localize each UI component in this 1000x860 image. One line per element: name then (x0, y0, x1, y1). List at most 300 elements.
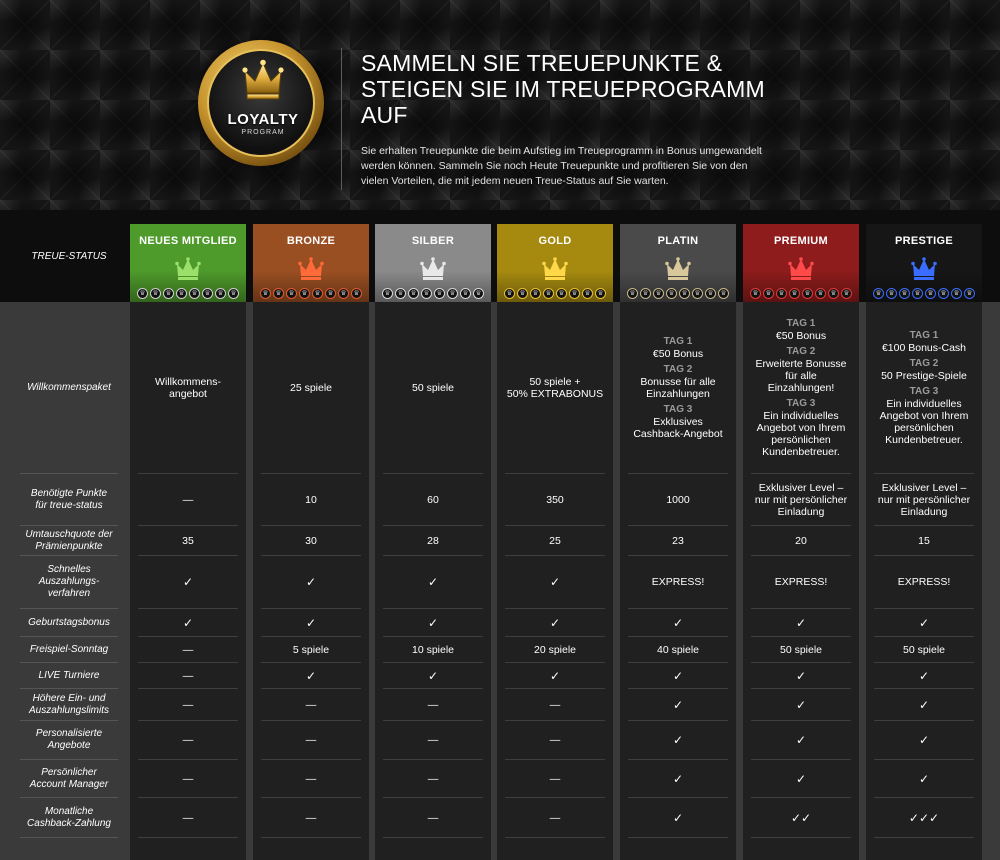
tier-level-dots (260, 288, 362, 300)
cell-value: 50 spiele (902, 643, 946, 656)
row-label-line: LIVE Turniere (38, 669, 100, 681)
cell-value: Einzahlungen (646, 387, 710, 400)
row-label-text (30, 767, 108, 791)
cell-value: ✓ (795, 771, 807, 786)
cell-value: ✓ (795, 668, 807, 683)
crown-dot-icon: ♛ (543, 288, 554, 299)
cell-value: ✓ (305, 575, 317, 589)
crown-icon (419, 257, 447, 283)
cell-value: — (427, 811, 439, 824)
table-cell (505, 760, 605, 798)
cell-value: ✓ (795, 615, 807, 630)
cell-value: ✓ (305, 615, 317, 630)
cell-value: Angebot von Ihrem (756, 421, 846, 434)
loyalty-table (0, 210, 1000, 860)
tag-label: TAG 1 (786, 317, 816, 329)
cell-value: Bonusse für alle (640, 375, 716, 388)
table-cell (874, 721, 974, 760)
cell-value: ✓ (672, 615, 684, 630)
crown-dot-icon: ♛ (351, 288, 362, 299)
crown-dot-icon: ♛ (137, 288, 148, 299)
cell-value: Ein individuelles (886, 397, 962, 410)
crown-dot-icon: ♛ (640, 288, 651, 299)
table-cell (751, 609, 851, 637)
table-cell (505, 474, 605, 526)
cell-value: 10 spiele (411, 643, 455, 656)
table-cell (628, 302, 728, 474)
table-cell (505, 556, 605, 609)
row-label-line: Auszahlungs- (38, 576, 100, 587)
table-cell (751, 760, 851, 798)
table-cell (138, 526, 238, 556)
row-label-text (28, 617, 110, 629)
hero-title-line: STEIGEN SIE IM TREUEPROGRAMM (361, 76, 765, 102)
row-label-text (36, 728, 102, 752)
loyalty-badge-inner (207, 49, 315, 157)
cell-value: €50 Bonus (652, 347, 704, 360)
row-label-text (29, 693, 109, 717)
crown-icon (787, 257, 815, 283)
table-cell (261, 798, 361, 838)
tag-label: TAG 3 (909, 385, 939, 397)
cell-value: EXPRESS! (897, 576, 951, 588)
cell-value: €100 Bonus-Cash (881, 341, 967, 354)
table-cell (751, 721, 851, 760)
cell-value: Willkommens- (155, 375, 221, 388)
table-cell (505, 663, 605, 689)
tier-name: PRESTIGE (894, 235, 954, 247)
crown-dot-icon: ♛ (815, 288, 826, 299)
tier-column (253, 224, 369, 860)
hero-text-line: werden können. Sammeln Sie noch Heute Treuepunkte und profitieren Sie von den (361, 160, 748, 172)
crown-dot-icon: ♛ (504, 288, 515, 299)
crown-dot-icon: ♛ (530, 288, 541, 299)
row-label-text (27, 382, 111, 394)
cell-value: — (427, 698, 439, 711)
cell-value: — (305, 734, 317, 746)
cell-value: Einzahlungen! (767, 381, 835, 394)
hero-text-line: Sie erhalten Treuepunkte die beim Aufstieg im Treueprogramm in Bonus umgewandelt (361, 145, 762, 157)
tier-column (743, 224, 859, 860)
crown-dot-icon: ♛ (666, 288, 677, 299)
cell-value: ✓ (918, 733, 930, 747)
hero-title-line: AUF (361, 102, 408, 128)
tier-column (130, 224, 246, 860)
tier-header (375, 224, 491, 302)
crown-dot-icon: ♛ (150, 288, 161, 299)
tier-level-dots (873, 288, 975, 300)
table-cell (138, 556, 238, 609)
crown-dot-icon: ♛ (338, 288, 349, 299)
crown-dot-icon: ♛ (447, 288, 458, 299)
cell-value: ✓ (182, 615, 194, 630)
row-label-text (30, 644, 108, 656)
tag-label: TAG 1 (909, 329, 939, 341)
tier-header (497, 224, 613, 302)
crown-icon (910, 257, 938, 283)
crown-dot-icon: ♛ (273, 288, 284, 299)
cell-value: persönlichen (894, 421, 954, 434)
table-cell (628, 721, 728, 760)
crown-dot-icon: ♛ (569, 288, 580, 299)
table-cell (261, 689, 361, 721)
cell-value: ✓ (672, 668, 684, 683)
crown-dot-icon: ♛ (215, 288, 226, 299)
tier-column (866, 224, 982, 860)
cell-value: ✓ (182, 575, 194, 589)
hero-banner (0, 0, 1000, 210)
cell-value: Cashback-Angebot (633, 427, 723, 440)
cell-value: ✓ (918, 771, 930, 786)
cell-value: für alle (785, 369, 817, 382)
row-label (20, 609, 118, 637)
cell-value: 50 spiele + (529, 375, 581, 388)
cell-value: 50% EXTRABONUS (506, 387, 604, 400)
row-label (20, 689, 118, 721)
cell-value: — (305, 811, 317, 824)
crown-dot-icon: ♛ (517, 288, 528, 299)
tier-name: SILBER (411, 235, 455, 247)
table-cell (874, 760, 974, 798)
table-cell (138, 663, 238, 689)
table-cell (383, 721, 483, 760)
cell-value: — (427, 772, 439, 785)
cell-value: 25 spiele (289, 381, 333, 394)
cell-value: nur mit persönlicher (877, 493, 971, 506)
row-label (20, 556, 118, 609)
cell-value: 28 (427, 534, 439, 547)
table-cell (628, 798, 728, 838)
crown-dot-icon: ♛ (802, 288, 813, 299)
table-cell (751, 556, 851, 609)
crown-icon (174, 257, 202, 283)
crown-dot-icon: ♛ (325, 288, 336, 299)
cell-value: Kundenbetreuer. (885, 433, 963, 446)
table-cell (261, 556, 361, 609)
crown-dot-icon: ♛ (189, 288, 200, 299)
cell-value: ✓ (672, 733, 684, 747)
tag-label: TAG 2 (663, 363, 693, 375)
table-cell (628, 609, 728, 637)
row-label-line: verfahren (47, 588, 91, 599)
tier-column (375, 224, 491, 860)
cell-value: — (182, 772, 194, 785)
cell-value: — (305, 772, 317, 785)
tag-label: TAG 3 (663, 403, 693, 415)
hero-divider (341, 48, 342, 190)
table-cell (505, 637, 605, 663)
cell-value: 40 spiele (656, 643, 700, 656)
cell-value: — (182, 698, 194, 711)
row-label (20, 721, 118, 760)
row-label-text (31, 488, 107, 512)
table-cell (261, 637, 361, 663)
cell-value: Einladung (900, 505, 948, 518)
table-cell (138, 637, 238, 663)
tier-column (620, 224, 736, 860)
crown-dot-icon: ♛ (228, 288, 239, 299)
cell-value: 50 spiele (411, 381, 455, 394)
crown-icon (297, 257, 325, 283)
table-cell (628, 637, 728, 663)
table-cell (505, 526, 605, 556)
hero-title (361, 50, 781, 128)
cell-value: ✓ (795, 733, 807, 747)
row-label (20, 760, 118, 798)
tag-label: TAG 2 (786, 345, 816, 357)
table-cell (751, 526, 851, 556)
cell-value: 35 (182, 534, 194, 547)
crown-dot-icon: ♛ (176, 288, 187, 299)
cell-value: — (549, 698, 561, 711)
cell-value: 50 spiele (779, 643, 823, 656)
tier-name: NEUES MITGLIED (139, 235, 237, 247)
cell-value: ✓ (795, 697, 807, 712)
cell-value: 5 spiele (292, 643, 330, 656)
crown-dot-icon: ♛ (692, 288, 703, 299)
crown-dot-icon: ♛ (828, 288, 839, 299)
table-cell (138, 609, 238, 637)
cell-value: ✓ (427, 668, 439, 683)
crown-dot-icon: ♛ (705, 288, 716, 299)
table-cell (383, 526, 483, 556)
cell-value: Exklusiver Level – (881, 481, 967, 494)
table-cell (505, 302, 605, 474)
tag-label: TAG 2 (909, 357, 939, 369)
cell-value: angebot (169, 387, 207, 400)
cell-value: 15 (918, 534, 930, 547)
tier-name: BRONZE (286, 235, 336, 247)
cell-value: Erweiterte Bonusse (755, 357, 847, 370)
table-cell (751, 689, 851, 721)
cell-value: — (182, 493, 194, 506)
cell-value: ✓ (918, 697, 930, 712)
row-label (20, 526, 118, 556)
table-cell (751, 663, 851, 689)
crown-dot-icon: ♛ (763, 288, 774, 299)
cell-value: ✓✓✓ (908, 810, 940, 825)
tier-header (866, 224, 982, 302)
table-cell (138, 302, 238, 474)
table-cell (874, 302, 974, 474)
crown-dot-icon: ♛ (202, 288, 213, 299)
crown-dot-icon: ♛ (312, 288, 323, 299)
table-cell (261, 760, 361, 798)
table-cell (628, 760, 728, 798)
crown-dot-icon: ♛ (260, 288, 271, 299)
tier-level-dots (137, 288, 239, 300)
treue-status-label: TREUE-STATUS (31, 250, 107, 262)
table-cell (383, 689, 483, 721)
cell-value: ✓ (427, 615, 439, 630)
table-cell (261, 474, 361, 526)
crown-dot-icon: ♛ (718, 288, 729, 299)
cell-value: €50 Bonus (775, 329, 827, 342)
crown-dot-icon: ♛ (951, 288, 962, 299)
tier-level-dots (382, 288, 484, 300)
table-cell (751, 798, 851, 838)
table-cell (628, 474, 728, 526)
tier-header (253, 224, 369, 302)
table-cell (383, 798, 483, 838)
cell-value: — (305, 698, 317, 711)
tier-name: PREMIUM (773, 235, 829, 247)
cell-value: Exklusives (653, 415, 703, 428)
row-label-line: Angebote (47, 740, 91, 751)
cell-value: 25 (549, 534, 561, 547)
hero-title-line: SAMMELN SIE TREUEPUNKTE & (361, 50, 723, 76)
table-cell (138, 798, 238, 838)
table-cell (383, 637, 483, 663)
crown-dot-icon: ♛ (434, 288, 445, 299)
cell-value: ✓✓ (790, 810, 812, 825)
row-label-line: Monatliche (44, 805, 94, 817)
crown-dot-icon: ♛ (421, 288, 432, 299)
table-cell (874, 526, 974, 556)
tag-label: TAG 1 (663, 335, 693, 347)
crown-dot-icon: ♛ (789, 288, 800, 299)
table-cell (751, 302, 851, 474)
cell-value: ✓ (672, 810, 684, 825)
row-label-line: Auszahlungslimits (28, 704, 110, 716)
crown-dot-icon: ♛ (299, 288, 310, 299)
table-cell (138, 689, 238, 721)
crown-dot-icon: ♛ (886, 288, 897, 299)
crown-dot-icon: ♛ (873, 288, 884, 299)
table-cell (751, 474, 851, 526)
row-label-column (20, 210, 118, 860)
crown-dot-icon: ♛ (595, 288, 606, 299)
cell-value: 60 (427, 493, 439, 506)
row-label-text (39, 670, 100, 682)
table-cell (383, 556, 483, 609)
cell-value: ✓ (672, 697, 684, 712)
cell-value: ✓ (918, 668, 930, 683)
cell-value: — (549, 734, 561, 746)
crown-dot-icon: ♛ (679, 288, 690, 299)
row-label-line: Schnelles (47, 564, 91, 575)
tier-header (743, 224, 859, 302)
table-cell (874, 689, 974, 721)
table-cell (505, 798, 605, 838)
cell-value: 350 (546, 493, 564, 506)
row-label-line: Geburtstagsbonus (28, 616, 110, 628)
cell-value: 50 Prestige-Spiele (881, 369, 967, 382)
row-label-line: Freispiel-Sonntag (29, 643, 109, 655)
tier-level-dots (504, 288, 606, 300)
tier-header (620, 224, 736, 302)
cell-value: 30 (305, 534, 317, 547)
crown-dot-icon: ♛ (408, 288, 419, 299)
cell-value: persönlichen (771, 433, 831, 446)
row-label-line: Account Manager (29, 778, 109, 790)
crown-dot-icon: ♛ (925, 288, 936, 299)
cell-value: EXPRESS! (774, 576, 828, 588)
crown-dot-icon: ♛ (556, 288, 567, 299)
row-label (20, 663, 118, 689)
table-cell (628, 689, 728, 721)
table-cell (261, 721, 361, 760)
row-label-line: Benötigte Punkte (30, 487, 108, 499)
cell-value: Kundenbetreuer. (762, 445, 840, 458)
row-label-line: Cashback-Zahlung (27, 817, 111, 829)
table-cell (505, 721, 605, 760)
cell-value: EXPRESS! (651, 576, 705, 588)
table-cell (505, 609, 605, 637)
tier-name: GOLD (538, 235, 572, 247)
badge-subtitle: PROGRAM (241, 129, 285, 136)
cell-value: 1000 (666, 493, 690, 506)
row-label-text (25, 529, 112, 553)
cell-value: ✓ (305, 668, 317, 683)
cell-value: ✓ (549, 668, 561, 683)
tier-header (130, 224, 246, 302)
table-cell (874, 474, 974, 526)
gold-crown-icon (209, 59, 317, 108)
row-label-line: für treue-status (35, 499, 103, 511)
crown-dot-icon: ♛ (653, 288, 664, 299)
crown-dot-icon: ♛ (382, 288, 393, 299)
table-cell (751, 637, 851, 663)
row-label-line: Prämienpunkte (35, 540, 103, 552)
cell-value: ✓ (549, 615, 561, 630)
table-cell (874, 556, 974, 609)
cell-value: 23 (672, 534, 684, 547)
table-cell (505, 689, 605, 721)
row-label-text (39, 564, 100, 600)
row-label-text (27, 806, 111, 830)
table-cell (261, 609, 361, 637)
crown-dot-icon: ♛ (964, 288, 975, 299)
row-label (20, 474, 118, 526)
crown-dot-icon: ♛ (582, 288, 593, 299)
row-label-line: Persönlicher (41, 766, 97, 778)
crown-dot-icon: ♛ (912, 288, 923, 299)
tier-name: PLATIN (657, 235, 699, 247)
row-label-line: Personalisierte (35, 728, 103, 739)
crown-dot-icon: ♛ (899, 288, 910, 299)
table-cell (383, 474, 483, 526)
cell-value: — (549, 772, 561, 785)
row-label-line: Höhere Ein- und (32, 692, 106, 704)
cell-value: ✓ (427, 575, 439, 589)
cell-value: — (182, 643, 194, 656)
cell-value: 10 (305, 493, 317, 506)
tier-level-dots (750, 288, 852, 300)
crown-dot-icon: ♛ (163, 288, 174, 299)
row-label (20, 798, 118, 838)
crown-dot-icon: ♛ (750, 288, 761, 299)
table-cell (383, 663, 483, 689)
row-label (20, 637, 118, 663)
tier-level-dots (627, 288, 729, 300)
tier-column (497, 224, 613, 860)
cell-value: — (427, 734, 439, 746)
crown-dot-icon: ♛ (938, 288, 949, 299)
loyalty-badge (198, 40, 324, 166)
crown-dot-icon: ♛ (776, 288, 787, 299)
table-cell (874, 609, 974, 637)
row-label-line: Umtauschquote der (25, 528, 113, 540)
crown-dot-icon: ♛ (627, 288, 638, 299)
table-cell (261, 302, 361, 474)
cell-value: — (182, 734, 194, 746)
crown-dot-icon: ♛ (473, 288, 484, 299)
badge-ribbon (219, 111, 307, 141)
cell-value: Einladung (777, 505, 825, 518)
crown-dot-icon: ♛ (841, 288, 852, 299)
table-cell (874, 663, 974, 689)
